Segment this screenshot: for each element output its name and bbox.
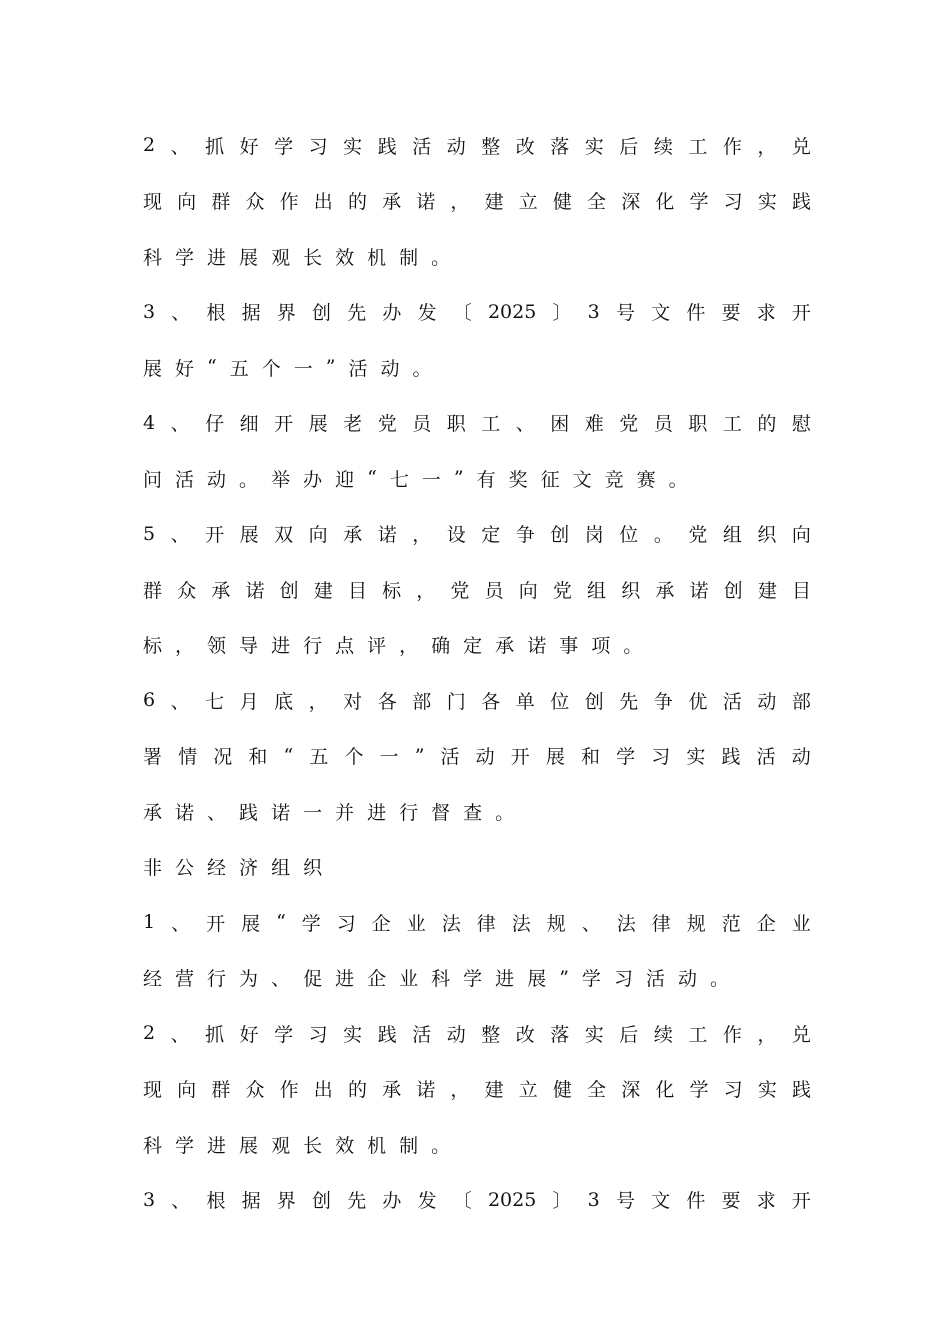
text-line: 5 、 开 展 双 向 承 诺 ， 设 定 争 创 岗 位 。 党 组 织 向: [143, 522, 811, 546]
text-line: 1 、 开 展 “ 学 习 企 业 法 律 法 规 、 法 律 规 范 企 业: [143, 911, 811, 935]
text-line: 4 、 仔 细 开 展 老 党 员 职 工 、 困 难 党 员 职 工 的 慰: [143, 411, 811, 435]
text-line: 2 、 抓 好 学 习 实 践 活 动 整 改 落 实 后 续 工 作 ， 兑: [143, 134, 811, 158]
text-line: 科 学 进 展 观 长 效 机 制 。: [143, 1134, 451, 1157]
text-line: 2 、 抓 好 学 习 实 践 活 动 整 改 落 实 后 续 工 作 ， 兑: [143, 1022, 811, 1046]
text-line: 展 好 “ 五 个 一 ” 活 动 。: [143, 356, 432, 380]
text-line: 问 活 动 。 举 办 迎 “ 七 一 ” 有 奖 征 文 竞 赛 。: [143, 467, 688, 491]
text-line: 现 向 群 众 作 出 的 承 诺 ， 建 立 健 全 深 化 学 习 实 践: [143, 191, 811, 213]
text-line: 3 、 根 据 界 创 先 办 发 〔 2025 〕 3 号 文 件 要 求 开: [143, 300, 811, 324]
text-line: 6 、 七 月 底 ， 对 各 部 门 各 单 位 创 先 争 优 活 动 部: [143, 689, 811, 713]
text-line: 现 向 群 众 作 出 的 承 诺 ， 建 立 健 全 深 化 学 习 实 践: [143, 1079, 811, 1101]
text-line: 群 众 承 诺 创 建 目 标 ， 党 员 向 党 组 织 承 诺 创 建 目: [143, 579, 811, 602]
text-line: 署 情 况 和 “ 五 个 一 ” 活 动 开 展 和 学 习 实 践 活 动: [143, 744, 811, 768]
text-line: 非 公 经 济 组 织: [143, 857, 323, 879]
text-line: 科 学 进 展 观 长 效 机 制 。: [143, 246, 451, 269]
text-line: 承 诺 、 践 诺 一 并 进 行 督 查 。: [143, 801, 515, 824]
text-line: 3 、 根 据 界 创 先 办 发 〔 2025 〕 3 号 文 件 要 求 开: [143, 1188, 811, 1212]
text-line: 经 营 行 为 、 促 进 企 业 科 学 进 展 ” 学 习 活 动 。: [143, 966, 729, 990]
text-line: 标 ， 领 导 进 行 点 评 ， 确 定 承 诺 事 项 。: [143, 635, 643, 657]
